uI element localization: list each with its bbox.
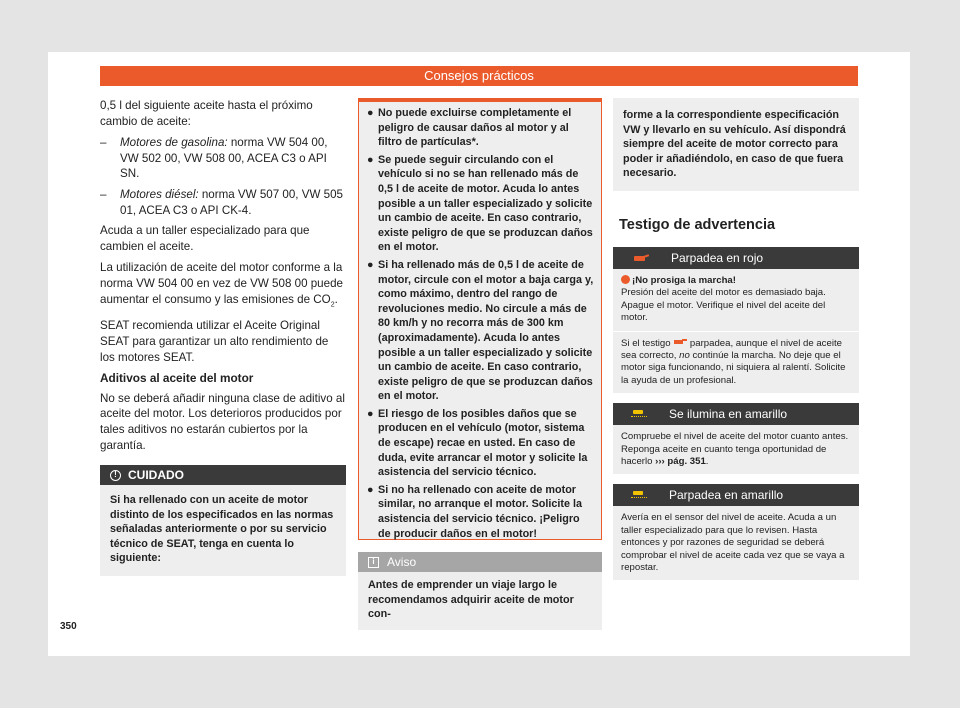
paragraph: No se deberá añadir ninguna clase de aditivo al aceite del motor. Los deterioros producidos por tales aditivos no estarán cubiertos por la garantía. xyxy=(100,391,345,452)
engine-label: Motores de gasolina: xyxy=(120,136,228,150)
bullet-item: ● El riesgo de los posibles daños que se producen en el vehículo (motor, sistema de escape) recae en usted. En caso de duda, evite arrancar el motor y solicite la asistencia del servicio técnico. xyxy=(367,407,588,479)
bullet-item: ● No puede excluirse completamente el peligro de causar daños al motor y al filtro de partículas*. xyxy=(367,107,572,149)
oil-can-icon xyxy=(673,339,687,345)
stop-warning: ¡No prosiga la marcha! xyxy=(621,275,736,286)
lamp-description: Compruebe el nivel de aceite del motor cuanto antes. Reponga aceite en cuanto tenga oportunidad de hacerlo ››› pág. 351. xyxy=(621,431,849,468)
list-item xyxy=(100,187,346,218)
exclamation-icon: ! xyxy=(110,470,121,481)
paragraph: SEAT recomienda utilizar el Aceite Original SEAT para garantizar un alto rendimiento de los motores SEAT. xyxy=(100,319,329,364)
section-title: Testigo de advertencia xyxy=(619,216,776,233)
lamp-header xyxy=(613,247,859,269)
stop-icon xyxy=(621,275,630,284)
page-number: 350 xyxy=(60,621,77,632)
bullet-item: ● Si ha rellenado más de 0,5 l de aceite de motor, circule con el motor a baja carga y, como máximo, dentro del rango de revoluciones medio. No circule a más de 80 km/h y no recorra más de 300 km (aproximadamente). Acuda lo antes posible a un taller especializado y solicite un cambio de aceite. En caso contrario, existe peligro de que se produzcan daños en el motor. xyxy=(367,258,594,403)
lamp-header xyxy=(613,403,859,425)
lamp-title: Parpadea en rojo xyxy=(671,250,764,265)
note-title: Aviso xyxy=(387,555,417,569)
oil-can-icon xyxy=(631,254,649,262)
paragraph: Acuda a un taller especializado para que cambien el aceite. xyxy=(100,224,310,253)
list-item-text: Motores de gasolina: norma VW 504 00, VW 502 00, VW 508 00, ACEA C3 o API SN. xyxy=(120,136,328,181)
caution-continuation-box xyxy=(358,98,602,540)
caution-body: Si ha rellenado con un aceite de motor distinto de los especificados en las normas señaladas anteriormente o por su servicio técnico de SEAT, tenga en cuenta lo siguiente: xyxy=(110,494,334,565)
list-item-text: Motores diésel: norma VW 507 00, VW 505 01, ACEA C3 o API CK-4. xyxy=(120,187,343,217)
caution-box xyxy=(100,465,346,576)
page-reference-link[interactable]: ››› pág. 351 xyxy=(655,456,706,468)
section-heading: Aditivos al aceite del motor xyxy=(100,371,254,386)
column-3 xyxy=(613,98,859,590)
info-icon: i xyxy=(368,557,379,568)
lamp-description: Si el testigo parpadea, aunque el nivel de aceite sea correcto, no continúe la marcha. No deje que el motor siga funcionando, ni siquiera al ralentí. Solicite la ayuda de un profesional. xyxy=(613,331,859,394)
lamp-title: Se ilumina en amarillo xyxy=(669,407,788,422)
note-body: Antes de emprender un viaje largo le recomendamos adquirir aceite de motor con- xyxy=(368,579,574,621)
dash-marker: – xyxy=(100,187,107,201)
paragraph: La utilización de aceite del motor conforme a la norma VW 504 00 en vez de VW 508 00 puede aumentar el consumo y las emisiones de $CO_2$. xyxy=(100,261,343,308)
lamp-header xyxy=(613,484,859,506)
bullet-item: ● Si no ha rellenado con aceite de motor similar, no arranque el motor. Solicite la asistencia del servicio técnico. ¡Peligro de producir daños en el motor! xyxy=(367,483,583,540)
page-header: Consejos prácticos xyxy=(100,66,858,86)
warning-lamp-yellow-flash xyxy=(613,484,859,580)
oil-sensor-icon xyxy=(631,491,647,500)
column-2 xyxy=(358,98,602,630)
list-item xyxy=(100,135,346,182)
lamp-description: Avería en el sensor del nivel de aceite. Acuda a un taller especializado para que lo revisen. Hasta entonces y por razones de seguridad se deberá comprobar el nivel de aceite cada vez que se vaya a repostar. xyxy=(621,512,845,574)
manual-page xyxy=(48,52,910,656)
engine-label: Motores diésel: xyxy=(120,187,199,201)
lamp-title: Parpadea en amarillo xyxy=(669,488,784,503)
lamp-description: ¡No prosiga la marcha! Presión del aceite del motor es demasiado baja. Apague el motor. Verifique el nivel del aceite del motor. xyxy=(621,274,826,324)
intro-text: 0,5 l del siguiente aceite hasta el próximo cambio de aceite: xyxy=(100,99,313,128)
column-1 xyxy=(100,98,346,576)
caution-header xyxy=(100,465,346,485)
note-continuation-box: forme a la correspondiente especificación VW y llevarlo en su vehículo. Así dispondrá siempre del aceite de motor correcto para poder ir añadiéndolo, en caso de que fuera necesario. xyxy=(613,98,859,191)
warning-lamp-yellow-on xyxy=(613,403,859,474)
caution-title: CUIDADO xyxy=(128,468,184,483)
oil-level-icon xyxy=(631,410,647,419)
note-box xyxy=(358,552,602,630)
note-header xyxy=(358,552,602,572)
bullet-item: ● Se puede seguir circulando con el vehículo si no se han rellenado más de 0,5 l de aceite de motor. Acuda lo antes posible a un taller especializado y solicite un cambio de aceite. En caso contrario, existe peligro de que se produzcan daños en el motor. xyxy=(367,153,593,254)
dash-marker: – xyxy=(100,136,107,150)
warning-lamp-red-flash xyxy=(613,247,859,393)
